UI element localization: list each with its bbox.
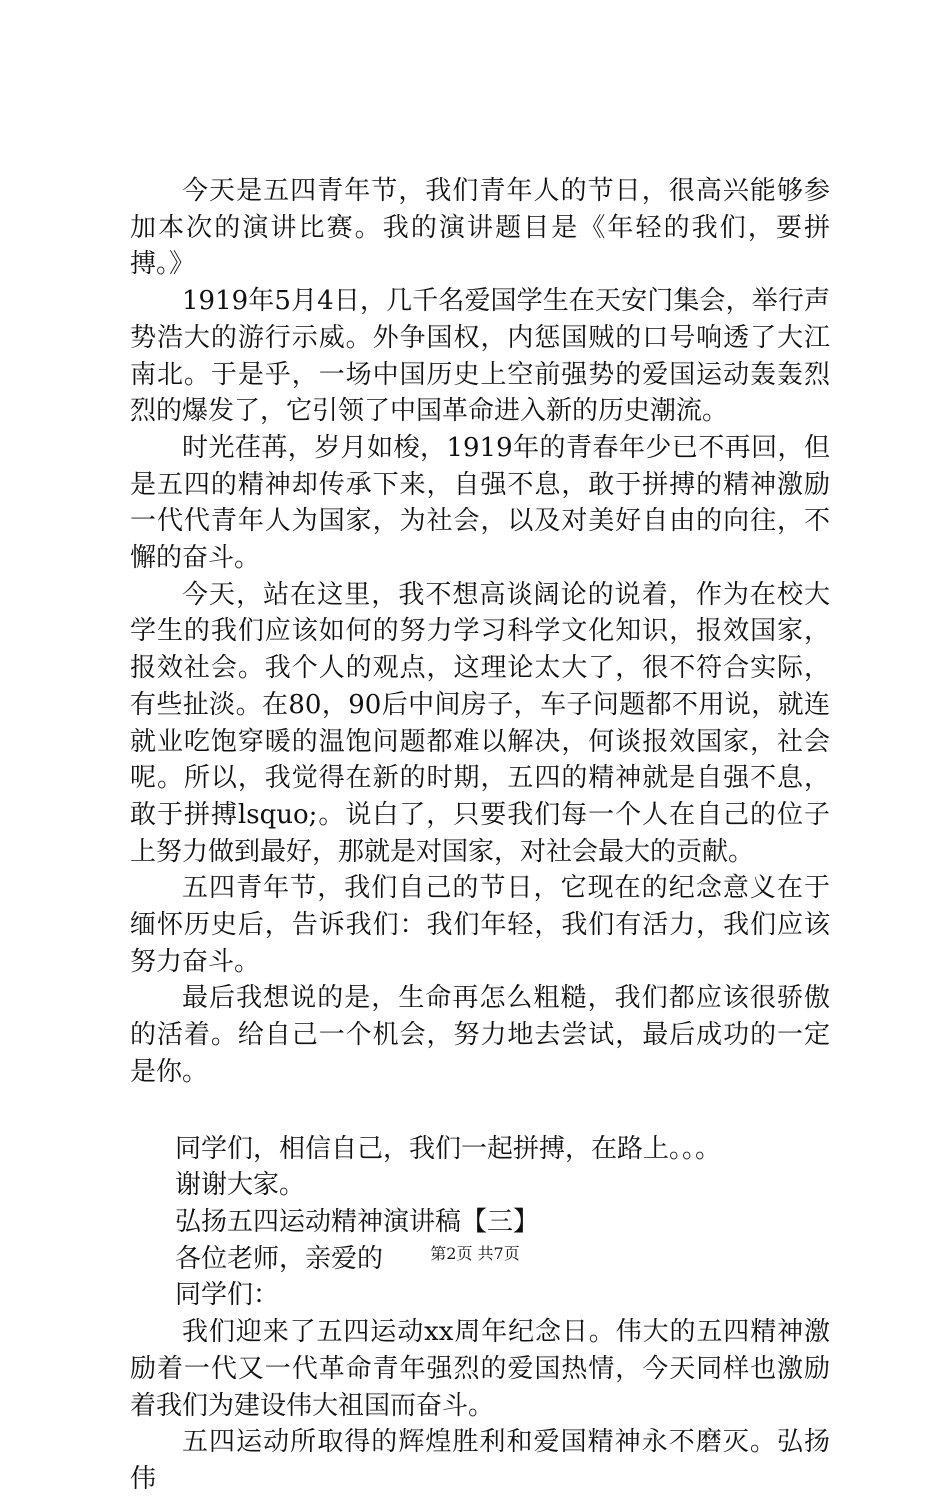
page-number-footer: 第2页 共7页 [430,1244,520,1263]
document-body [130,173,830,1498]
greeting-line-students: 同学们： [175,1280,280,1311]
paragraph-history: 1919年5月4日，几千名爱国学生在天安门集会，举行声势浩大的游行示威。外争国权，内惩国贼的口号响透了大江南北。于是乎，一场中国历史上空前强势的爱国运动轰轰烈烈的爆发了，它引领了中国革命进入新的历史潮流。 [130,286,830,427]
closing-line-thanks: 谢谢大家。 [175,1170,306,1201]
closing-line-encourage: 同学们，相信自己，我们一起拼搏，在路上。。。 [175,1133,722,1164]
paragraph-intro: 今天是五四青年节，我们青年人的节日，很高兴能够参加本次的演讲比赛。我的演讲题目是《年轻的我们，要拼搏。》 [130,176,830,280]
paragraph-conclusion: 最后我想说的是，生命再怎么粗糙，我们都应该很骄傲的活着。给自己一个机会，努力地去尝试，最后成功的一定是你。 [130,983,830,1087]
paragraph-youth-day: 五四青年节，我们自己的节日，它现在的纪念意义在于缅怀历史后，告诉我们：我们年轻，我们有活力，我们应该努力奋斗。 [130,873,830,977]
paragraph-spirit: 五四运动所取得的辉煌胜利和爱国精神永不磨灭。弘扬伟 [130,1427,830,1494]
greeting-line-teachers: 各位老师，亲爱的 [175,1243,384,1274]
paragraph-gap [130,1091,830,1131]
paragraph-opinion: 今天，站在这里，我不想高谈阔论的说着，作为在校大学生的我们应该如何的努力学习科学文化知识，报效国家，报效社会。我个人的观点，这理论太大了，很不符合实际，有些扯淡。在80，90后中间房子，车子问题都不用说，就连就业吃饱穿暖的温饱问题都难以解决，何谈报效国家，社会呢。所以，我觉得在新的时期，五四的精神就是自强不息，敢于拼搏lsquo;。说白了，只要我们每一个人在自己的位子上努力做到最好，那就是对国家，对社会最大的贡献。 [130,579,830,867]
paragraph-anniversary: 我们迎来了五四运动xx周年纪念日。伟大的五四精神激励着一代又一代革命青年强烈的爱国热情，今天同样也激励着我们为建设伟大祖国而奋斗。 [130,1317,830,1421]
section-title: 弘扬五四运动精神演讲稿【三】 [175,1206,540,1237]
paragraph-time-passes: 时光荏苒，岁月如梭，1919年的青春年少已不再回，但是五四的精神却传承下来，自强不息，敢于拼搏的精神激励一代代青年人为国家，为社会，以及对美好自由的向往，不懈的奋斗。 [130,432,830,574]
